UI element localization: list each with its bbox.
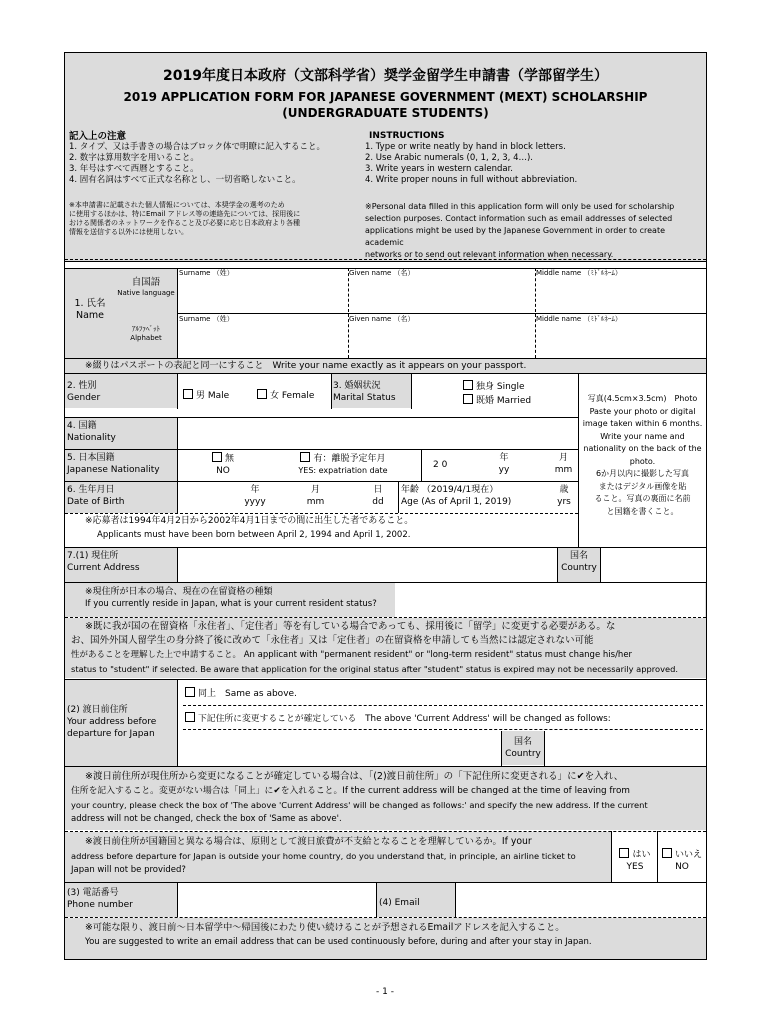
nationality-label-en: Nationality [67, 433, 116, 443]
same-as-above-option[interactable] [185, 687, 297, 700]
single-label: 独身 Single [476, 382, 525, 392]
address-change-checkbox[interactable] [185, 712, 195, 722]
permanent-note-line: 性があることを理解した上で申請すること。 An applicant with "permanent resident" or "long-term resident" status must change his/her [71, 650, 633, 660]
permanent-note-line: status to "student" if selected. Be aware that application for the original status after "student" status is expired may not be necessarily approved. [71, 664, 679, 674]
email-note [85, 921, 705, 949]
email-label: (4) Email [379, 898, 420, 908]
yes-label-jp: 有：離脱予定年月 [313, 454, 386, 464]
photo-instruction: image taken within 6 months. [582, 419, 703, 428]
instructions-en [365, 131, 703, 186]
birth-year[interactable] [240, 484, 270, 508]
surname-alphabet-input[interactable] [178, 323, 348, 357]
birth-month-en: mm [306, 497, 325, 507]
country-jp: 国名 [569, 551, 588, 561]
permanent-note-line: ※既に我が国の在留資格「永住者」、「定住者」等を有している場合であっても、採用後に「留学」に変更する必要がある。な [85, 621, 616, 632]
given-name-label-alphabet: Given name （名） [349, 315, 415, 323]
departure-note [71, 770, 705, 826]
ticket-no-checkbox[interactable] [662, 848, 672, 858]
middle-name-alphabet-input[interactable] [535, 323, 705, 357]
email-note-en: You are suggested to write an email address that can be used continuously before, during and after your stay in Japan. [85, 937, 592, 947]
married-label: 既婚 Married [476, 396, 532, 406]
photo-instruction: photo. [629, 456, 656, 466]
middle-name-label-native: Middle name （ﾐﾄﾞﾙﾈｰﾑ） [536, 269, 622, 277]
photo-instruction-jp: ること。写真の裏面に名前 [594, 494, 691, 503]
yes-label-en: YES: expatriation date [298, 466, 388, 475]
age-label-en: Age (As of April 1, 2019) [401, 497, 512, 507]
japanese-nationality-yes-option[interactable] [283, 452, 403, 477]
marital-label-jp: 3. 婚姻状況 [333, 381, 381, 391]
country-en: Country [561, 563, 597, 573]
nationality-input[interactable] [178, 418, 578, 449]
page-number: - 1 - [376, 987, 394, 997]
instructions-jp [69, 131, 369, 186]
address-change-option[interactable] [185, 712, 611, 725]
middle-name-native-input[interactable] [535, 277, 705, 313]
female-label: 女 Female [270, 391, 315, 401]
birth-day-jp: 日 [373, 485, 383, 495]
departure-label-jp: (2) 渡日前住所 [67, 705, 128, 715]
expatriation-year[interactable] [489, 452, 519, 476]
alphabet-jp: ｱﾙﾌｧﾍﾞｯﾄ [132, 325, 160, 333]
marital-label-en: Marital Status [333, 393, 396, 403]
departure-country-jp: 国名 [513, 737, 532, 747]
privacy-en-line: networks or to send out relevant information when necessary. [365, 250, 614, 259]
departure-country-label [502, 736, 544, 760]
female-checkbox[interactable] [257, 389, 267, 399]
native-language-en: Native language [117, 289, 175, 297]
name-label-jp: 1. 氏名 [74, 298, 106, 309]
resident-status-question [85, 586, 377, 610]
japanese-nationality-label [67, 452, 160, 476]
no-label-en: NO [216, 466, 230, 476]
age-input[interactable] [553, 484, 575, 508]
photo-instruction: Write your name and [600, 431, 685, 441]
given-name-alphabet-input[interactable] [348, 323, 535, 357]
privacy-jp-line: おける関係者のネットワークを作ること及び必要に応じ日本政府より各種 [69, 219, 300, 227]
japanese-nationality-no-checkbox[interactable] [212, 452, 222, 462]
resident-status-en: If you currently reside in Japan, what is your current resident status? [85, 599, 377, 609]
instruction-jp-3: 3. 年号はすべて西暦とすること。 [69, 164, 199, 174]
instructions-en-heading: INSTRUCTIONS [369, 131, 445, 141]
ticket-no-option[interactable] [658, 848, 706, 873]
same-as-above-label: 同上 Same as above. [198, 689, 297, 699]
male-checkbox[interactable] [183, 389, 193, 399]
current-address-label [67, 550, 140, 574]
photo-instruction: 写真(4.5cm×3.5cm) Photo [587, 394, 698, 403]
native-language-label [115, 277, 177, 298]
title-english [65, 89, 706, 121]
instruction-en-2: 2. Use Arabic numerals (0, 1, 2, 3, 4…). [365, 153, 534, 163]
header-divider [65, 259, 706, 260]
birth-note-en: Applicants must have been born between April 2, 1994 and April 1, 2002. [97, 530, 411, 540]
gender-female-option[interactable] [257, 389, 314, 402]
age-label-jp: 年齢 （2019/4/1現在） [401, 485, 499, 495]
title-english-line-2: (UNDERGRADUATE STUDENTS) [282, 106, 489, 120]
yes-jp: はい [632, 850, 651, 860]
marital-married-option[interactable] [463, 394, 531, 407]
birth-month[interactable] [303, 484, 328, 508]
age-label [401, 484, 511, 508]
privacy-en-line: selection purposes. Contact information such as email addresses of selected [365, 214, 673, 223]
birth-label-jp: 6. 生年月日 [67, 485, 115, 495]
ticket-question-line: Japan will not be provided? [71, 865, 186, 875]
permanent-resident-note [71, 620, 705, 676]
middle-name-label-alphabet: Middle name （ﾐﾄﾞﾙﾈｰﾑ） [536, 315, 622, 323]
departure-note-line: your country, please check the box of 'The above 'Current Address' will be changed as follows:' and specify the new address. If the current [71, 800, 648, 810]
title-japanese: 2019年度日本政府（文部科学省）奨学金留学生申請書（学部留学生） [163, 68, 608, 84]
current-address-label-en: Current Address [67, 563, 140, 573]
alphabet-label [115, 325, 177, 343]
ticket-yes-option[interactable] [613, 848, 657, 873]
given-name-native-input[interactable] [348, 277, 535, 313]
instruction-jp-4: 4. 固有名詞はすべて正式な名称とし、一切省略しないこと。 [69, 175, 301, 185]
address-change-label: 下記住所に変更することが確定している The above 'Current Address' will be changed as follows: [198, 714, 611, 724]
japanese-nationality-no-option[interactable] [193, 452, 253, 477]
japanese-nationality-label-jp: 5. 日本国籍 [67, 453, 115, 463]
yrs-jp: 歳 [559, 485, 569, 495]
privacy-en-line: ※Personal data filled in this application form will only be used for scholarship [365, 202, 675, 211]
departure-note-line: 住所を記入すること。変更がない場合は「同上」に✔を入れること。If the current address will be changed at the time of leaving from [71, 786, 630, 796]
instructions-jp-heading: 記入上の注意 [69, 131, 127, 142]
ticket-yes-checkbox[interactable] [619, 848, 629, 858]
resident-status-jp: ※現住所が日本の場合、現在の在留資格の種類 [85, 587, 273, 597]
privacy-jp-line: ※本申請書に記載された個人情報については、本奨学金の選考のため [69, 201, 285, 209]
current-country-label [558, 550, 600, 574]
yrs-en: yrs [557, 497, 571, 507]
privacy-en-line: applications might be used by the Japanese Government in order to create academic [365, 226, 666, 247]
given-name-label-native: Given name （名） [349, 269, 415, 277]
marital-single-option[interactable] [463, 380, 525, 393]
photo-instruction-jp: と国籍を書くこと。 [606, 506, 679, 516]
alphabet-en: Alphabet [130, 334, 162, 342]
resident-status-input[interactable] [395, 583, 705, 617]
privacy-jp-line: に使用するほかは、特にEmail アドレス等の連絡先については、採用後に [69, 210, 301, 218]
departure-label-en-1: Your address before [67, 717, 157, 727]
instruction-en-4: 4. Write proper nouns in full without abbreviation. [365, 175, 578, 185]
same-as-above-checkbox[interactable] [185, 687, 195, 697]
privacy-jp-line: 情報を送信する以外には使用しない。 [69, 228, 188, 236]
month-en: mm [554, 465, 573, 475]
expatriation-month[interactable] [551, 452, 576, 476]
no-en: NO [675, 862, 689, 872]
birth-month-jp: 月 [310, 485, 320, 495]
phone-label [67, 887, 133, 911]
phone-label-jp: (3) 電話番号 [67, 888, 119, 898]
birth-year-jp: 年 [250, 485, 260, 495]
name-label [65, 298, 115, 322]
departure-label-en-2: departure for Japan [67, 729, 155, 739]
married-checkbox[interactable] [463, 394, 473, 404]
marital-label [333, 380, 396, 404]
privacy-en [365, 201, 703, 261]
japanese-nationality-yes-checkbox[interactable] [300, 452, 310, 462]
permanent-note-line: お、国外外国人留学生の身分終了後に改めて「永住者」又は「定住者」の在留資格を申請しても当然には認定されない可能 [71, 635, 594, 646]
japanese-nationality-label-en: Japanese Nationality [67, 465, 160, 475]
expatriation-year-prefix: 2 0 [433, 460, 448, 470]
instruction-jp-1: 1. タイプ、又は手書きの場合はブロック体で明瞭に記入すること。 [69, 142, 326, 152]
photo-instruction: nationality on the back of the [583, 444, 702, 453]
photo-instruction-jp: 6か月以内に撮影した写真 [595, 469, 690, 478]
phone-label-en: Phone number [67, 900, 133, 910]
year-jp: 年 [499, 453, 509, 463]
application-form [64, 52, 707, 960]
departure-note-line: ※渡日前住所が現住所から変更になることが確定している場合は、「(2)渡日前住所」の「下記住所に変更される」に✔を入れ、 [85, 771, 624, 782]
birth-label [67, 484, 125, 508]
birth-note-jp: ※応募者は1994年4月2日から2002年4月1日までの間に出生した者であること。 [85, 516, 414, 526]
birth-label-en: Date of Birth [67, 497, 125, 507]
current-country-input[interactable] [601, 548, 705, 582]
photo-instruction-jp: またはデジタル画像を貼 [598, 481, 687, 491]
instruction-jp-2: 2. 数字は算用数字を用いること。 [69, 153, 199, 163]
name-label-en: Name [75, 310, 105, 321]
email-note-jp: ※可能な限り、渡日前～日本留学中～帰国後にわたり使い続けることが予想されるEmailアドレスを記入すること。 [85, 922, 565, 933]
departure-country-input[interactable] [545, 731, 705, 765]
surname-native-input[interactable] [178, 277, 348, 313]
single-checkbox[interactable] [463, 380, 473, 390]
photo-instruction: Paste your photo or digital [589, 406, 696, 416]
birth-day-en: dd [372, 497, 384, 507]
email-input[interactable] [456, 883, 705, 917]
instruction-en-1: 1. Type or write neatly by hand in block letters. [365, 142, 566, 152]
surname-label-native: Surname （姓） [179, 269, 234, 277]
gender-label-en: Gender [67, 393, 101, 403]
departure-note-line: address will not be changed, check the box of 'Same as above'. [71, 814, 342, 824]
departure-address-input[interactable] [178, 731, 500, 765]
phone-input[interactable] [178, 883, 376, 917]
ticket-question-line: address before departure for Japan is outside your home country, do you understand that, in principle, an airline ticket to [71, 851, 576, 861]
month-jp: 月 [558, 453, 568, 463]
birth-day[interactable] [368, 484, 388, 508]
yes-en: YES [626, 862, 644, 872]
gender-male-option[interactable] [183, 389, 229, 402]
male-label: 男 Male [196, 391, 230, 401]
nationality-label [67, 420, 116, 444]
title-english-line-1: 2019 APPLICATION FORM FOR JAPANESE GOVERNMENT (MEXT) SCHOLARSHIP [123, 90, 648, 104]
no-label-jp: 無 [224, 454, 234, 464]
current-address-input[interactable] [178, 548, 557, 582]
native-language-jp: 自国語 [131, 277, 161, 288]
photo-box[interactable] [579, 393, 706, 518]
nationality-label-jp: 4. 国籍 [67, 421, 97, 431]
gender-label-jp: 2. 性別 [67, 381, 97, 391]
instruction-en-3: 3. Write years in western calendar. [365, 164, 513, 174]
ticket-question-line: ※渡日前住所が国籍国と異なる場合は、原則として渡日旅費が不支給となることを理解しているか。If your [85, 836, 532, 847]
departure-country-en: Country [505, 749, 541, 759]
no-jp: いいえ [674, 850, 702, 860]
passport-note: ※綴りはパスポートの表記と同一にすること Write your name exactly as it appears on your passport. [85, 361, 527, 371]
privacy-jp [69, 201, 369, 237]
birth-year-en: yyyy [244, 497, 266, 507]
current-address-label-jp: 7.(1) 現住所 [67, 551, 119, 561]
departure-address-label [67, 704, 156, 740]
ticket-question [71, 835, 610, 877]
surname-label-alphabet: Surname （姓） [179, 315, 234, 323]
gender-label [67, 380, 100, 404]
form-header [65, 53, 706, 262]
year-en: yy [498, 465, 510, 475]
